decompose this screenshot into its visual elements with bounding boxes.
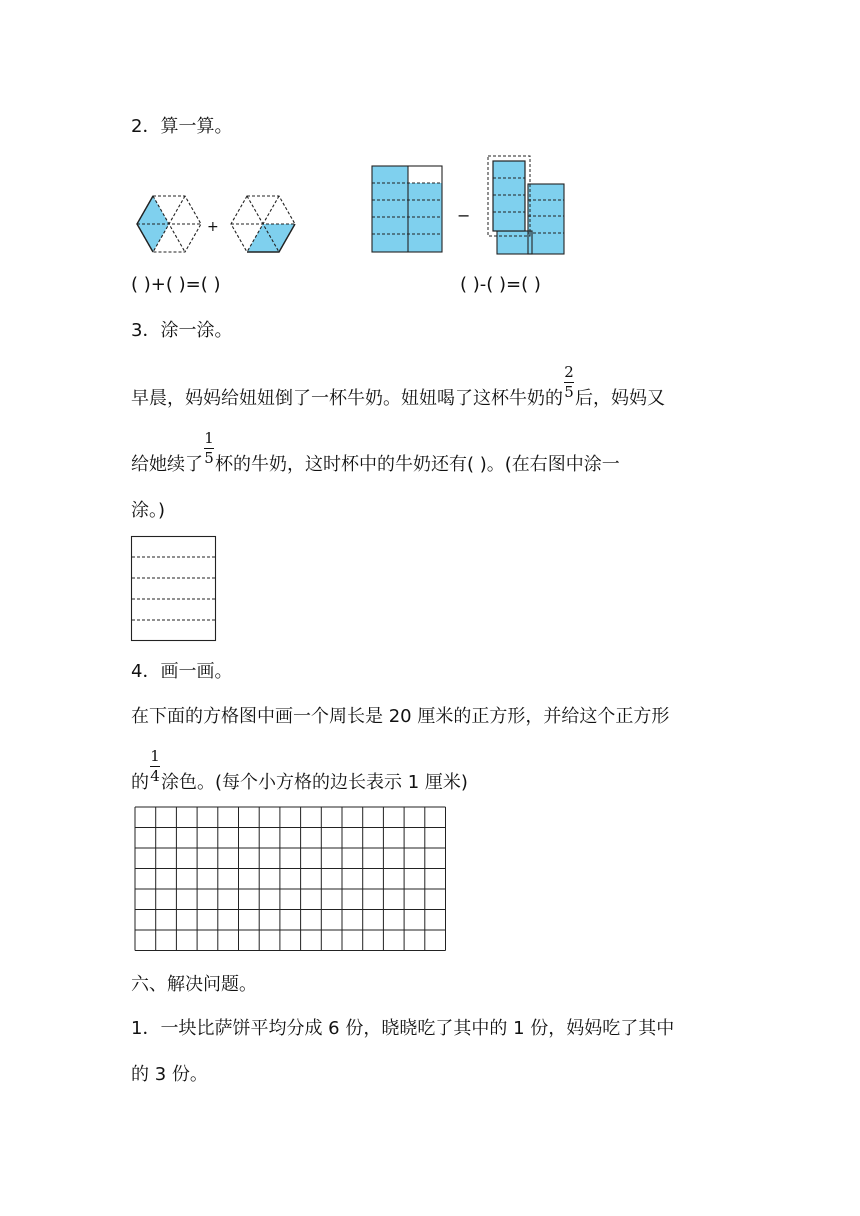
fraction-denominator: 4 bbox=[150, 767, 160, 785]
q3-line1 bbox=[131, 363, 665, 412]
problem1-line2: 的 3 份。 bbox=[131, 1064, 208, 1085]
q4-line2 bbox=[131, 747, 468, 796]
fraction-one-quarter bbox=[149, 747, 161, 796]
hexagon-left-figure bbox=[137, 196, 201, 252]
rectangle-subtract-figure bbox=[488, 156, 568, 256]
q4-line2-text-b: 涂色。(每个小方格的边长表示 1 厘米) bbox=[161, 772, 468, 793]
fraction-denominator: 5 bbox=[204, 449, 214, 467]
q3-line2 bbox=[131, 429, 620, 478]
fraction-two-fifths bbox=[563, 363, 575, 412]
milk-cup-rectangle[interactable] bbox=[131, 536, 217, 642]
q2-left-blank[interactable]: ( )+( )=( ) bbox=[131, 274, 221, 295]
q3-line3: 涂。) bbox=[131, 500, 166, 521]
fraction-numerator: 1 bbox=[150, 747, 160, 765]
fraction-one-fifth bbox=[203, 429, 215, 478]
fraction-numerator: 1 bbox=[204, 429, 214, 447]
section6-title: 六、解决问题。 bbox=[131, 974, 257, 995]
q3-line2-text-a: 给她续了 bbox=[131, 454, 203, 475]
q3-line1-text-b: 后，妈妈又 bbox=[575, 388, 665, 409]
square-grid[interactable] bbox=[135, 807, 447, 955]
hexagon-right-figure bbox=[231, 196, 295, 252]
q2-right-blank[interactable]: ( )-( )=( ) bbox=[460, 274, 541, 295]
fraction-denominator: 5 bbox=[564, 383, 574, 401]
q3-title: 3．涂一涂。 bbox=[131, 320, 233, 341]
q3-line1-text-a: 早晨，妈妈给妞妞倒了一杯牛奶。妞妞喝了这杯牛奶的 bbox=[131, 388, 563, 409]
q3-line2-text-b: 杯的牛奶，这时杯中的牛奶还有( )。(在右图中涂一 bbox=[215, 454, 620, 475]
q2-title: 2．算一算。 bbox=[131, 116, 233, 137]
q4-line1: 在下面的方格图中画一个周长是 20 厘米的正方形，并给这个正方形 bbox=[131, 706, 670, 727]
rectangle-whole-figure bbox=[372, 166, 444, 254]
problem1-line1: 1．一块比萨饼平均分成 6 份，晓晓吃了其中的 1 份，妈妈吃了其中 bbox=[131, 1018, 675, 1039]
plus-sign: + bbox=[207, 219, 219, 235]
fraction-numerator: 2 bbox=[564, 363, 574, 381]
q4-title: 4．画一画。 bbox=[131, 661, 233, 682]
minus-sign: − bbox=[457, 206, 471, 225]
q4-line2-text-a: 的 bbox=[131, 772, 149, 793]
